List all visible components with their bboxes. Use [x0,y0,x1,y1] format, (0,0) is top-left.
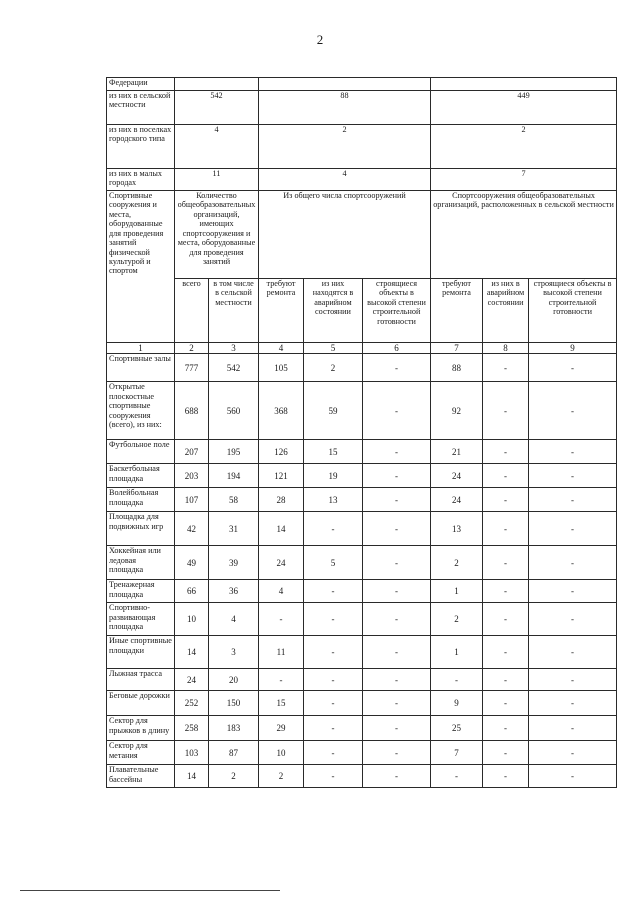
header-row-label: Спортивные сооружения и места, оборудованные для проведения занятий физической культурой и спортом [107,191,175,343]
table-cell: - [483,440,529,464]
statistics-table [106,77,617,788]
table-cell: - [304,669,363,691]
table-cell: 9 [431,691,483,716]
table-cell: 7 [431,741,483,765]
table-cell: 59 [304,382,363,440]
table-cell: 2 [259,125,431,169]
table-cell: - [304,512,363,546]
table-cell: 42 [175,512,209,546]
row-label: Площадка для подвижных игр [107,512,175,546]
table-row [107,512,617,546]
table-cell: - [529,580,617,603]
table-cell: 107 [175,488,209,512]
table-cell: 39 [209,546,259,580]
header-sub: требуют ремонта [259,279,304,343]
column-number: 7 [431,343,483,354]
table-cell: 2 [209,765,259,788]
table-cell: 4 [175,125,259,169]
table-cell: - [529,512,617,546]
row-label: из них в малых городах [107,169,175,191]
table-cell: - [529,464,617,488]
table-cell: 105 [259,354,304,382]
table-row [107,669,617,691]
table-cell: - [529,440,617,464]
table-row [107,636,617,669]
table-row [107,580,617,603]
row-label: Открытые плоскостные спортивные сооружения (всего), из них: [107,382,175,440]
table-row [107,354,617,382]
row-label: Плавательные бассейны [107,765,175,788]
table-cell: - [483,382,529,440]
header-sub: строящиеся объекты в высокой степени строительной готовности [363,279,431,343]
table-cell: 24 [175,669,209,691]
table-cell: 19 [304,464,363,488]
table-cell: - [259,669,304,691]
table-row [107,741,617,765]
table-cell: 13 [431,512,483,546]
table-cell: - [529,603,617,636]
table-cell: - [483,636,529,669]
table-cell [175,78,259,91]
table-cell: - [483,354,529,382]
table-cell: - [529,354,617,382]
table-cell: - [529,669,617,691]
table-cell: 10 [259,741,304,765]
table-cell [431,78,617,91]
table-cell: 36 [209,580,259,603]
table-cell: - [483,464,529,488]
column-number: 4 [259,343,304,354]
table-cell: - [304,636,363,669]
row-label: Беговые дорожки [107,691,175,716]
table-cell: 183 [209,716,259,741]
table-row [107,546,617,580]
table-cell: 542 [209,354,259,382]
table-cell: 368 [259,382,304,440]
row-label: из них в сельской местности [107,91,175,125]
table-cell: - [483,580,529,603]
table-cell: - [431,669,483,691]
footer-rule [20,890,280,891]
table-cell: 3 [209,636,259,669]
table-cell: 2 [431,125,617,169]
data-rows [107,354,617,788]
column-number: 8 [483,343,529,354]
table-cell: 88 [431,354,483,382]
table-cell: - [363,512,431,546]
table-cell: 1 [431,580,483,603]
table-cell: 31 [209,512,259,546]
table-cell: - [304,716,363,741]
table-cell: 203 [175,464,209,488]
table-cell: 49 [175,546,209,580]
table-cell: 21 [431,440,483,464]
header-sub: из них находятся в аварийном состоянии [304,279,363,343]
table-cell: - [304,603,363,636]
table-cell: 14 [259,512,304,546]
table-cell: 24 [259,546,304,580]
table-cell: 20 [209,669,259,691]
table-cell: - [304,741,363,765]
column-number: 5 [304,343,363,354]
table-cell: - [483,691,529,716]
table-cell: 28 [259,488,304,512]
table-cell: 2 [431,603,483,636]
table-cell: - [363,488,431,512]
table-cell: - [483,488,529,512]
table-cell: - [363,669,431,691]
table-cell: - [483,741,529,765]
table-cell: - [529,691,617,716]
table-row [107,716,617,741]
table-row [107,78,617,91]
table-cell: 1 [431,636,483,669]
table-cell: 258 [175,716,209,741]
table-cell: 92 [431,382,483,440]
row-label: Спортивные залы [107,354,175,382]
table-cell: 103 [175,741,209,765]
table-cell: 126 [259,440,304,464]
header-group-rural: Спортсооружения общеобразовательных организаций, расположенных в сельской местности [431,191,617,279]
table-cell: - [363,691,431,716]
header-subrow [107,279,617,343]
table-cell: - [363,741,431,765]
column-number: 6 [363,343,431,354]
table-cell: - [363,440,431,464]
row-label: Спортивно-развивающая площадка [107,603,175,636]
table-cell: 121 [259,464,304,488]
row-label: Федерации [107,78,175,91]
table-cell: 542 [175,91,259,125]
table-cell: - [483,669,529,691]
table-cell: 24 [431,488,483,512]
table-cell: - [483,603,529,636]
table-cell: 11 [175,169,259,191]
column-number: 1 [107,343,175,354]
table-cell: 4 [259,169,431,191]
table-cell: - [363,603,431,636]
table-cell: 29 [259,716,304,741]
row-label: Иные спортивные площадки [107,636,175,669]
header-row [107,191,617,279]
table-cell: 194 [209,464,259,488]
table-cell: - [304,580,363,603]
table-cell: - [304,691,363,716]
header-sub: требуют ремонта [431,279,483,343]
table-cell: - [363,765,431,788]
table-cell: 87 [209,741,259,765]
table-cell: - [483,512,529,546]
row-label: Лыжная трасса [107,669,175,691]
row-label: Баскетбольная площадка [107,464,175,488]
table-cell: 11 [259,636,304,669]
header-sub: из них в аварийном состоянии [483,279,529,343]
table-row [107,91,617,125]
table-cell: - [529,546,617,580]
table-row [107,440,617,464]
table-cell: 449 [431,91,617,125]
table-cell: 4 [259,580,304,603]
table-cell: 88 [259,91,431,125]
table-cell: - [529,488,617,512]
table-cell: 150 [209,691,259,716]
table-cell: - [483,546,529,580]
table-row [107,691,617,716]
table-cell: - [363,636,431,669]
header-group-facilities: Из общего числа спортсооружений [259,191,431,279]
table-cell: - [483,716,529,741]
header-sub: строящиеся объекты в высокой степени строительной готовности [529,279,617,343]
header-sub: в том числе в сельской местности [209,279,259,343]
row-label: Волейбольная площадка [107,488,175,512]
table-cell: 5 [304,546,363,580]
table-cell: 560 [209,382,259,440]
table-cell: 688 [175,382,209,440]
table-row [107,169,617,191]
table-row [107,765,617,788]
table-cell: - [363,354,431,382]
table-cell: 15 [304,440,363,464]
table-cell: 252 [175,691,209,716]
page-number: 2 [316,32,324,47]
table-cell: 7 [431,169,617,191]
table-cell: 2 [431,546,483,580]
table-cell: - [259,603,304,636]
row-label: Хоккейная или ледовая площадка [107,546,175,580]
table-cell [259,78,431,91]
table-row [107,464,617,488]
table-cell: - [529,382,617,440]
table-row [107,382,617,440]
column-number: 3 [209,343,259,354]
table-cell: - [363,382,431,440]
table-cell: 14 [175,765,209,788]
column-number: 9 [529,343,617,354]
table-cell: - [529,765,617,788]
table-cell: 58 [209,488,259,512]
table-row [107,603,617,636]
column-number: 2 [175,343,209,354]
table-cell: - [483,765,529,788]
table-row [107,488,617,512]
table-cell: 777 [175,354,209,382]
table-cell: - [529,636,617,669]
table-cell: - [363,546,431,580]
table-cell: 25 [431,716,483,741]
table-cell: 24 [431,464,483,488]
table-cell: - [529,741,617,765]
table-cell: 10 [175,603,209,636]
table-cell: - [363,464,431,488]
table-cell: - [304,765,363,788]
table-cell: 195 [209,440,259,464]
table-cell: 4 [209,603,259,636]
header-sub: всего [175,279,209,343]
table-cell: 13 [304,488,363,512]
table-row [107,125,617,169]
table-cell: - [529,716,617,741]
table-cell: - [363,580,431,603]
table-cell: 2 [259,765,304,788]
row-label: Футбольное поле [107,440,175,464]
row-label: Сектор для метания [107,741,175,765]
row-label: Сектор для прыжков в длину [107,716,175,741]
column-numbers-row [107,343,617,354]
table-cell: 15 [259,691,304,716]
table-cell: 207 [175,440,209,464]
table-cell: 14 [175,636,209,669]
table-cell: 66 [175,580,209,603]
table-cell: - [363,716,431,741]
header-group-schools: Количество общеобразовательных организаций, имеющих спортсооружения и места, оборудованные для проведения занятий [175,191,259,279]
row-label: Тренажерная площадка [107,580,175,603]
table-cell: - [431,765,483,788]
table-cell: 2 [304,354,363,382]
row-label: из них в поселках городского типа [107,125,175,169]
